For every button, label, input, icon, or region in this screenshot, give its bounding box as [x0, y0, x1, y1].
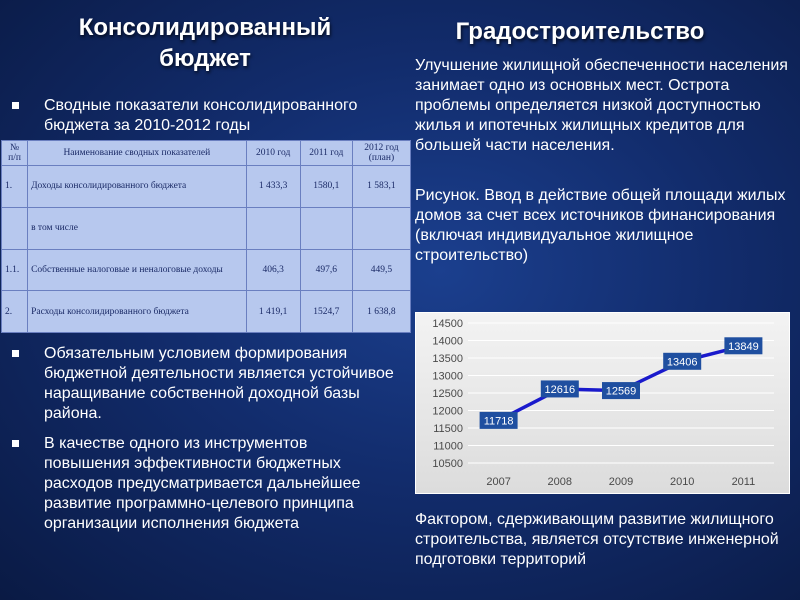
cell-2011 [300, 207, 352, 249]
cell-num [2, 207, 28, 249]
bullet-marker [12, 440, 19, 447]
cell-2012: 1 583,1 [352, 166, 410, 208]
col-header-2010: 2010 год [246, 141, 300, 166]
x-tick-label: 2008 [547, 476, 573, 488]
data-label: 13406 [666, 356, 698, 369]
y-tick-label: 11500 [433, 423, 463, 435]
cell-2012 [352, 207, 410, 249]
x-tick-label: 2009 [608, 476, 634, 488]
col-header-2012: 2012 год (план) [352, 141, 410, 166]
figure-caption: Рисунок. Ввод в действие общей площади жилых домов за счет всех источников финансирования (включая индивидуальное жилищное строительство) [415, 187, 786, 264]
y-tick-label: 13500 [432, 353, 463, 365]
intro-paragraph: Улучшение жилищной обеспеченности населения занимает одно из основных мест. Острота проблемы определяется низкой доступностью жилья и ипотечных жилищных кредитов для большей части населения. [415, 57, 788, 154]
x-tick-label: 2010 [669, 476, 695, 488]
y-tick-label: 14500 [432, 318, 463, 330]
y-tick-label: 10500 [432, 458, 463, 470]
table-row [2, 249, 411, 291]
bullet-marker [12, 102, 19, 109]
cell-name: в том числе [28, 207, 247, 249]
chart-svg [416, 313, 791, 495]
cell-name: Собственные налоговые и неналоговые доходы [28, 249, 247, 291]
table-row [2, 291, 411, 333]
table-header-row [2, 141, 411, 166]
y-tick-label: 11000 [433, 440, 463, 453]
data-label: 11718 [483, 415, 514, 428]
cell-2011: 1580,1 [300, 166, 352, 208]
cell-2011: 497,6 [300, 249, 352, 291]
y-tick-label: 12000 [432, 405, 463, 418]
left-title: Консолидированный бюджет [78, 14, 332, 72]
bullet-instruments [12, 434, 397, 534]
col-header-num: № п/п [2, 141, 28, 166]
x-tick-label: 2007 [486, 476, 511, 488]
cell-name: Доходы консолидированного бюджета [28, 166, 247, 208]
conclusion-paragraph: Фактором, сдерживающим развитие жилищного строительства, является отсутствие инженерной подготовки территорий [415, 511, 779, 568]
y-tick-label: 12500 [432, 388, 463, 400]
col-header-2011: 2011 год [300, 141, 352, 166]
cell-2010: 1 433,3 [246, 166, 300, 208]
col-header-name: Наименование сводных показателей [28, 141, 247, 166]
cell-2010 [246, 207, 300, 249]
table-row [2, 166, 411, 208]
bullet-text: Обязательным условием формирования бюджетной деятельности является устойчивое наращивание собственной доходной базы района. [44, 345, 394, 422]
bullet-requirement [12, 344, 397, 424]
x-tick-label: 2011 [731, 476, 756, 488]
bullet-text: Сводные показатели консолидированного бюджета за 2010-2012 годы [44, 97, 358, 134]
bullet-budget-summary [12, 96, 407, 136]
data-label: 12616 [544, 383, 576, 396]
data-label: 12569 [605, 385, 637, 398]
right-title: Градостроительство [455, 18, 705, 45]
cell-num: 1.1. [2, 249, 28, 291]
bullet-marker [12, 350, 19, 357]
data-label: 13849 [728, 340, 759, 353]
budget-table [1, 140, 411, 333]
table-row [2, 207, 411, 249]
housing-chart [415, 312, 790, 494]
cell-2010: 1 419,1 [246, 291, 300, 333]
cell-2012: 449,5 [352, 249, 410, 291]
y-tick-label: 14000 [432, 335, 463, 348]
cell-2012: 1 638,8 [352, 291, 410, 333]
cell-2010: 406,3 [246, 249, 300, 291]
bullet-text: В качестве одного из инструментов повышения эффективности бюджетных расходов предусматривается дальнейшее развитие программно-целевого принципа организации исполнения бюджета [44, 435, 361, 532]
cell-num: 1. [2, 166, 28, 208]
cell-2011: 1524,7 [300, 291, 352, 333]
cell-num: 2. [2, 291, 28, 333]
y-tick-label: 13000 [432, 370, 463, 383]
cell-name: Расходы консолидированного бюджета [28, 291, 247, 333]
